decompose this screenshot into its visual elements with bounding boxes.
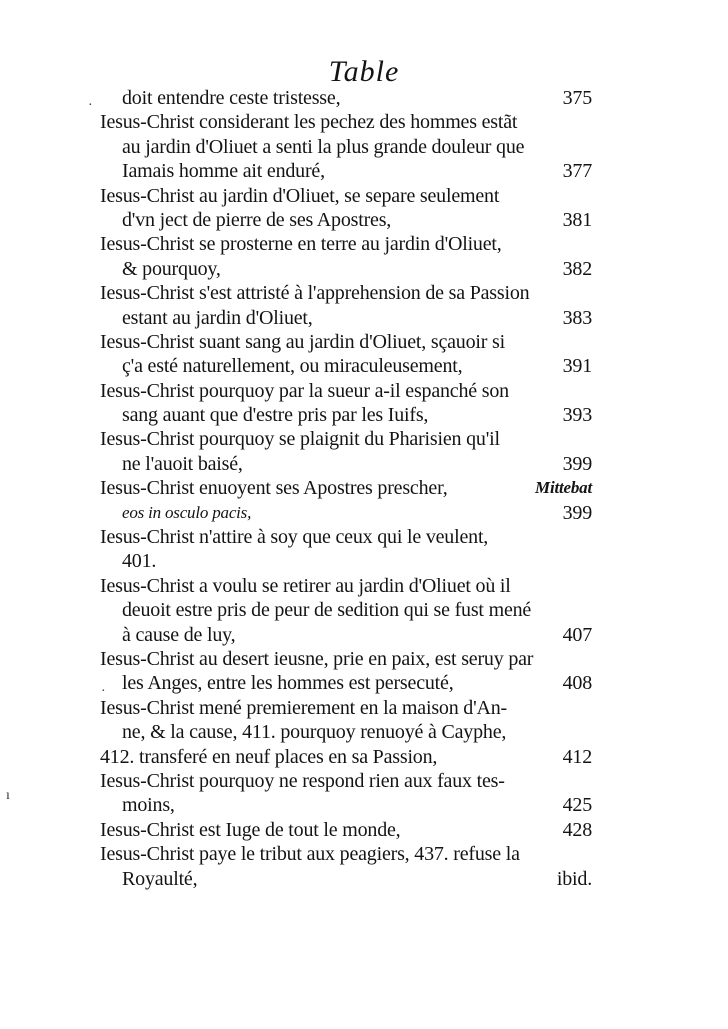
entry-text: 401. [122,550,157,573]
index-entries [100,86,592,891]
page-number: 393 [562,404,592,427]
page-number: 377 [562,160,592,183]
entry-text: 412. transferé en neuf places en sa Passion, [100,745,438,768]
index-line [100,159,592,183]
entry-text: Iesus-Christ considerant les pechez des hommes estãt [100,111,518,134]
entry-text: Iesus-Christ au desert ieusne, prie en paix, est seruy par [100,647,534,670]
entry-text: Iesus-Christ est Iuge de tout le monde, [100,818,401,841]
ink-speck: · [88,98,93,113]
entry-text: Iesus-Christ pourquoy par la sueur a-il espanché son [100,379,509,402]
entry-text: sang auant que d'estre pris par les Iuifs, [122,404,429,427]
entry-text: ne, & la cause, 411. pourquoy renuoyé à Cayphe, [122,721,507,744]
index-line [100,135,592,159]
page-number: 407 [562,623,592,646]
entry-text: Iesus-Christ mené premierement en la maison d'An- [100,696,508,719]
index-line [100,818,592,842]
entry-text: Iesus-Christ paye le tribut aux peagiers, 437. refuse la [100,843,520,866]
page-number: 428 [562,818,592,841]
page-number: 383 [562,306,592,329]
index-line [100,452,592,476]
index-line [100,623,592,647]
index-line [100,330,592,354]
index-line [100,306,592,330]
index-line [100,867,592,891]
entry-text: moins, [122,794,175,817]
entry-text: à cause de luy, [122,623,236,646]
page-header: Table [328,55,400,88]
index-line [100,476,592,500]
page-number: 391 [562,355,592,378]
entry-text: Royaulté, [122,867,198,890]
page-number: 381 [562,208,592,231]
entry-text: Iesus-Christ n'attire à soy que ceux qui le veulent, [100,526,489,549]
index-line [100,184,592,208]
entry-text: Iesus-Christ au jardin d'Oliuet, se separe seulement [100,184,500,207]
entry-text: d'vn ject de pierre de ses Apostres, [122,208,392,231]
entry-text: estant au jardin d'Oliuet, [122,306,313,329]
entry-text: & pourquoy, [122,257,221,280]
page-number: 382 [562,257,592,280]
entry-text: Iesus-Christ a voulu se retirer au jardin d'Oliuet où il [100,574,511,597]
index-line [100,525,592,549]
entry-text: au jardin d'Oliuet a senti la plus grande douleur que [122,135,525,158]
index-line [100,671,592,695]
ink-speck: · [101,684,106,699]
entry-text: les Anges, entre les hommes est persecuté, [122,672,454,695]
entry-text: Iesus-Christ enuoyent ses Apostres prescher, [100,477,448,500]
entry-text: ne l'auoit baisé, [122,452,243,475]
index-line [100,232,592,256]
entry-text: ç'a esté naturellement, ou miraculeusement, [122,355,463,378]
entry-text: eos in osculo pacis, [122,502,252,522]
index-line [100,647,592,671]
index-line [100,696,592,720]
index-line [100,110,592,134]
index-line [100,720,592,744]
page-number: 399 [562,452,592,475]
page-number: ibid. [556,867,592,890]
entry-text: Iesus-Christ suant sang au jardin d'Oliuet, sçauoir si [100,330,505,353]
entry-text: Iesus-Christ s'est attristé à l'apprehension de sa Passion [100,282,530,305]
page-number: 408 [562,672,592,695]
index-line [100,598,592,622]
page-number: 412 [562,745,592,768]
index-line [100,769,592,793]
margin-mark: ı [6,788,10,803]
index-line [100,574,592,598]
index-line [100,208,592,232]
index-line [100,403,592,427]
index-line [100,354,592,378]
index-line [100,379,592,403]
index-line [100,427,592,451]
index-line [100,842,592,866]
index-line [100,86,592,110]
entry-text: deuoit estre pris de peur de sedition qui se fust mené [122,599,532,622]
entry-text: Iesus-Christ se prosterne en terre au jardin d'Oliuet, [100,233,502,256]
index-line [100,745,592,769]
entry-text: Iamais homme ait enduré, [122,160,325,183]
index-line [100,257,592,281]
latin-phrase: Mittebat [535,478,592,498]
page-number: 399 [562,501,592,524]
entry-text: Iesus-Christ pourquoy se plaignit du Pharisien qu'il [100,428,500,451]
index-line [100,281,592,305]
entry-text: Iesus-Christ pourquoy ne respond rien aux faux tes- [100,769,505,792]
entry-text: doit entendre ceste tristesse, [122,87,341,109]
index-line [100,501,592,525]
index-line [100,549,592,573]
page-number: 425 [562,794,592,817]
page-number: 375 [562,87,592,109]
index-line [100,793,592,817]
